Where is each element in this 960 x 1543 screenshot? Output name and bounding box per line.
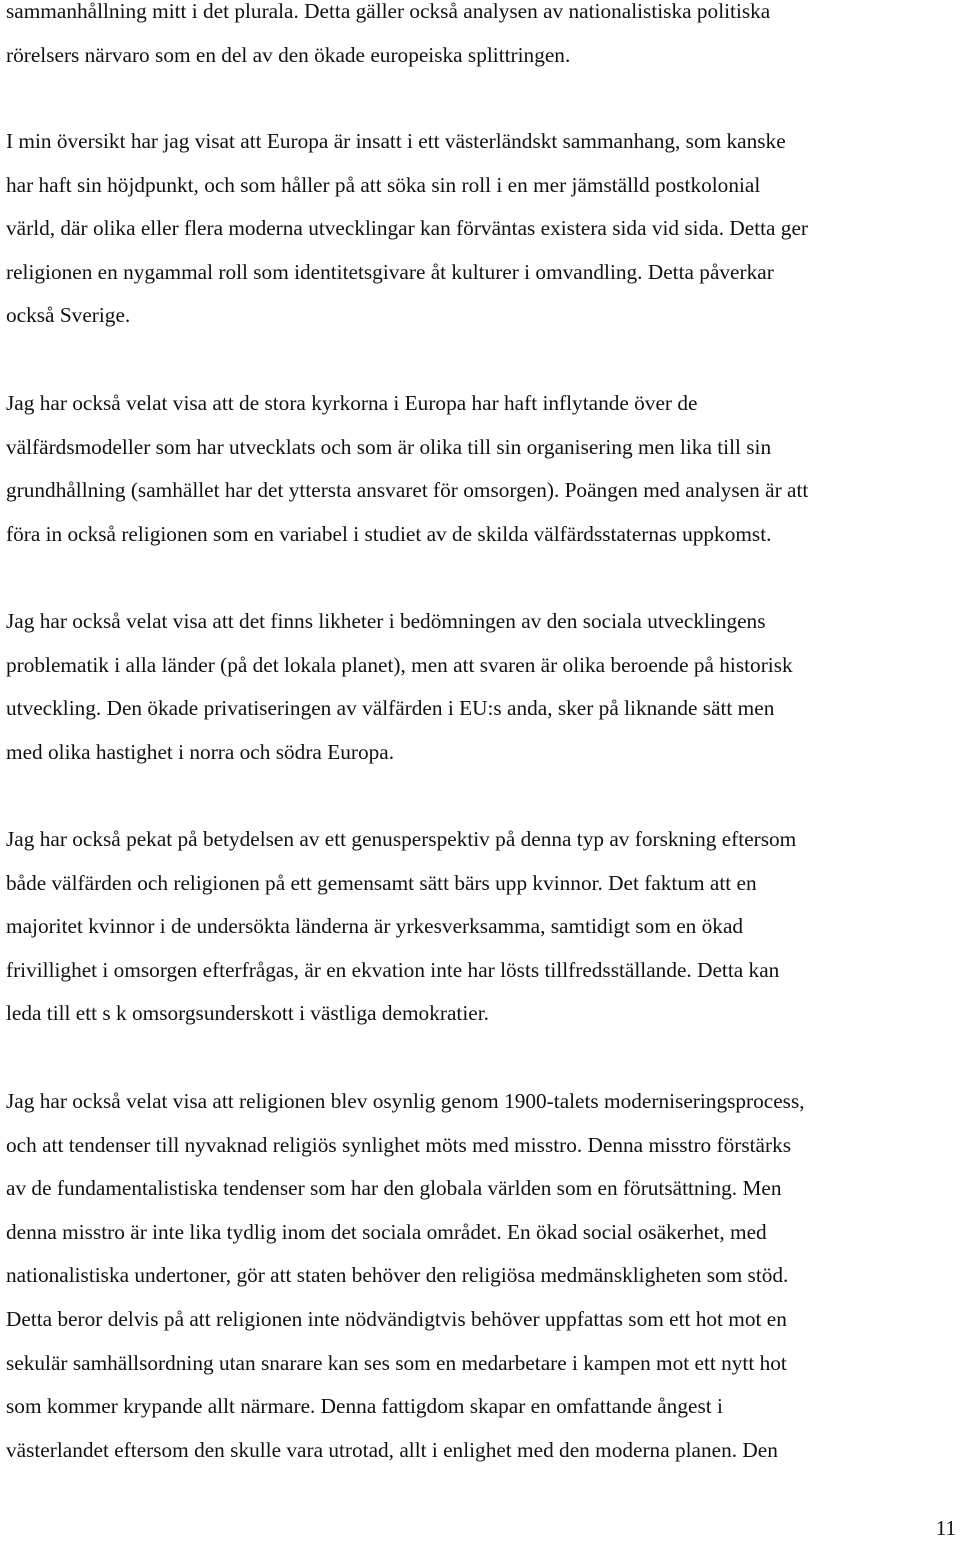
text-line: majoritet kvinnor i de undersökta länderna är yrkesverksamma, samtidigt som en ökad [6,914,744,939]
text-line: nationalistiska undertoner, gör att staten behöver den religiösa medmänskligheten som stöd. [6,1263,789,1288]
text-line: föra in också religionen som en variabel i studiet av de skilda välfärdsstaternas uppkomst. [6,521,772,546]
paragraph-1 [6,0,960,77]
text-line: Detta beror delvis på att religionen inte nödvändigtvis behöver uppfattas som ett hot mot en [6,1306,787,1331]
text-line: sammanhållning mitt i det plurala. Detta gäller också analysen av nationalistiska politiska [6,0,771,23]
paragraph-3 [6,382,960,556]
text-line: leda till ett s k omsorgsunderskott i västliga demokratier. [6,1001,489,1026]
paragraph-2 [6,120,960,338]
text-line: denna misstro är inte lika tydlig inom det sociala området. En ökad social osäkerhet, med [6,1219,767,1244]
text-line: frivillighet i omsorgen efterfrågas, är en ekvation inte har lösts tillfredsställande. Detta kan [6,957,780,982]
text-line: värld, där olika eller flera moderna utvecklingar kan förväntas existera sida vid sida. Detta ger [6,216,809,241]
text-line: av de fundamentalistiska tendenser som har den globala världen som en förutsättning. Men [6,1176,782,1201]
text-line: med olika hastighet i norra och södra Europa. [6,739,395,764]
text-line: som kommer krypande allt närmare. Denna fattigdom skapar en omfattande ångest i [6,1394,723,1419]
text-line: Jag har också velat visa att religionen blev osynlig genom 1900-talets moderniseringsprocess, [6,1089,805,1113]
paragraph-6 [6,1080,960,1472]
text-line: har haft sin höjdpunkt, och som håller på att söka sin roll i en mer jämställd postkolonial [6,172,761,197]
text-line: sekulär samhällsordning utan snarare kan ses som en medarbetare i kampen mot ett nytt hot [6,1350,787,1375]
text-line: västerlandet eftersom den skulle vara utrotad, allt i enlighet med den moderna planen. Den [6,1437,778,1462]
text-line: välfärdsmodeller som har utvecklats och som är olika till sin organisering men lika till sin [6,434,772,459]
text-line: och att tendenser till nyvaknad religiös synlighet möts med misstro. Denna misstro förstärks [6,1132,792,1157]
text-line: religionen en nygammal roll som identitetsgivare åt kulturer i omvandling. Detta påverkar [6,259,774,284]
text-line: problematik i alla länder (på det lokala planet), men att svaren är olika beroende på historisk [6,652,793,677]
text-line: grundhållning (samhället har det yttersta ansvaret för omsorgen). Poängen med analysen är att [6,478,809,503]
paragraph-5 [6,818,960,1036]
paragraph-4 [6,600,960,774]
text-line: Jag har också pekat på betydelsen av ett genusperspektiv på denna typ av forskning eftersom [6,827,797,851]
text-line: rörelsers närvaro som en del av den ökade europeiska splittringen. [6,42,571,67]
text-line: Jag har också velat visa att det finns likheter i bedömningen av den sociala utvecklingens [6,609,766,633]
text-line: utveckling. Den ökade privatiseringen av välfärden i EU:s anda, sker på liknande sätt men [6,696,775,721]
text-line: Jag har också velat visa att de stora kyrkorna i Europa har haft inflytande över de [6,391,698,415]
text-line: både välfärden och religionen på ett gemensamt sätt bärs upp kvinnor. Det faktum att en [6,870,757,895]
text-line: också Sverige. [6,303,131,328]
page-number: 11 [935,1516,956,1540]
text-line: I min översikt har jag visat att Europa är insatt i ett västerländskt sammanhang, som kanske [6,129,786,153]
